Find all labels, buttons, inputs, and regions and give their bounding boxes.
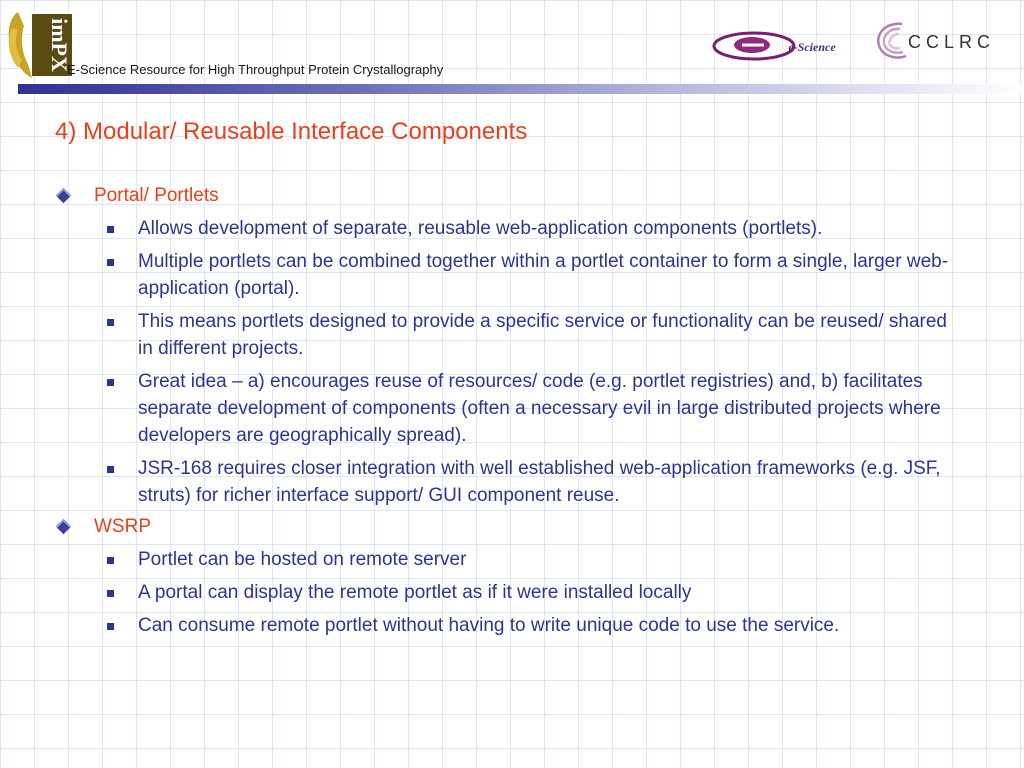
slide-header — [0, 0, 1024, 96]
list-item: JSR-168 requires closer integration with well established web-application frameworks (e.g. JSF, struts) for richer interface support/ GUI component reuse. — [138, 455, 950, 509]
square-bullet-icon — [107, 466, 114, 473]
square-bullet-icon — [107, 379, 114, 386]
square-bullet-icon — [107, 590, 114, 597]
square-bullet-icon — [107, 623, 114, 630]
svg-text:imPX: imPX — [47, 18, 72, 72]
header-accent-bar — [18, 84, 1024, 94]
list-item: A portal can display the remote portlet as if it were installed locally — [138, 579, 950, 606]
list-item: Multiple portlets can be combined together within a portlet container to form a single, larger web-application (portal). — [138, 248, 950, 302]
diamond-bullet-icon — [56, 519, 72, 535]
list-item: Can consume remote portlet without having to write unique code to use the service. — [138, 612, 950, 639]
diamond-bullet-icon — [56, 188, 72, 204]
list-item: This means portlets designed to provide a specific service or functionality can be reused/ shared in different projects. — [138, 308, 950, 362]
square-bullet-icon — [107, 226, 114, 233]
square-bullet-icon — [107, 319, 114, 326]
slide-title: 4) Modular/ Reusable Interface Components — [55, 118, 528, 145]
section-heading-portlets: Portal/ Portlets — [94, 182, 954, 209]
org-title: E-Science Resource for High Throughput Protein Crystallography — [67, 62, 444, 77]
slide-body — [0, 178, 1024, 639]
list-item: Great idea – a) encourages reuse of resources/ code (e.g. portlet registries) and, b) facilitates separate development of components (often a necessary evil in large distributed projects where developers are geographically spread). — [138, 368, 950, 449]
escience-logo — [712, 26, 846, 62]
square-bullet-icon — [107, 557, 114, 564]
impx-logo — [4, 8, 74, 80]
list-item: Portlet can be hosted on remote server — [138, 546, 950, 573]
cclrc-wordmark: CCLRC — [908, 32, 996, 52]
square-bullet-icon — [107, 259, 114, 266]
svg-text:e-Science: e-Science — [788, 40, 836, 54]
list-item: Allows development of separate, reusable web-application components (portlets). — [138, 215, 950, 242]
section-heading-wsrp: WSRP — [94, 513, 954, 540]
